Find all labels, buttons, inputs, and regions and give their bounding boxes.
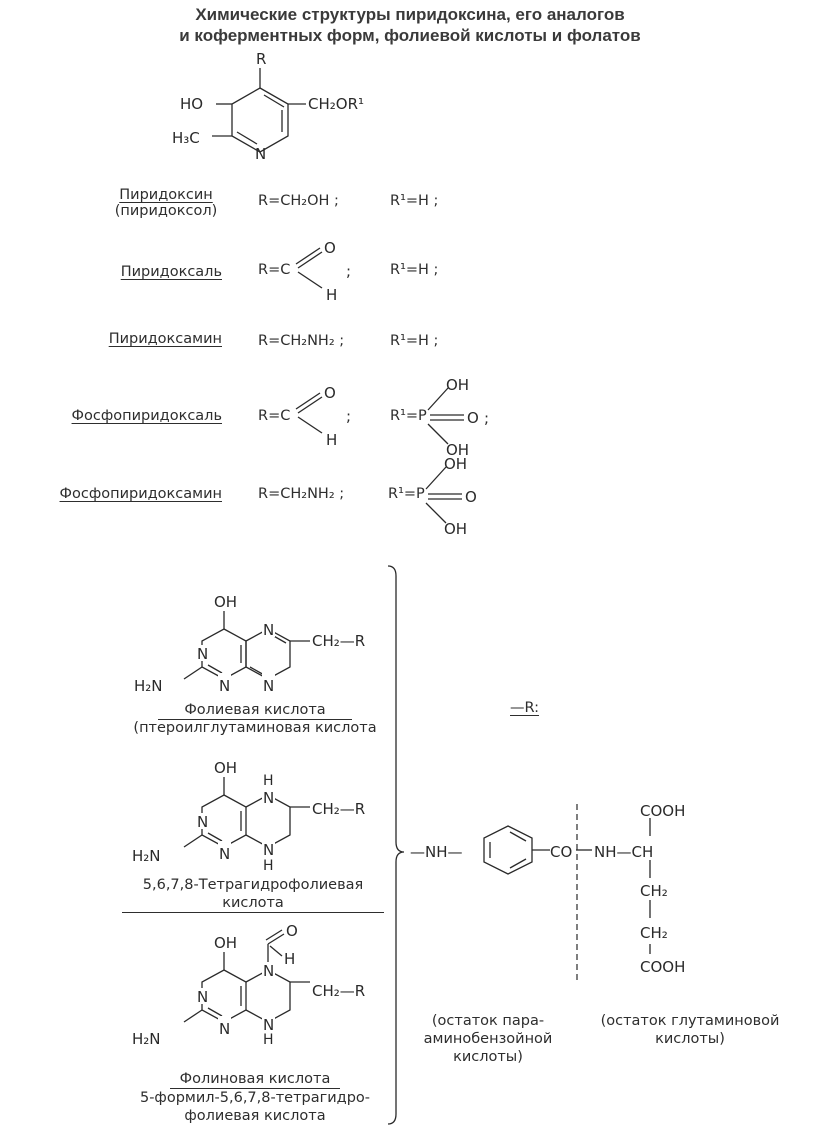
r-group-label: —R: bbox=[510, 700, 540, 716]
r-substituent: R bbox=[256, 50, 267, 68]
svg-text:OH: OH bbox=[214, 759, 238, 777]
svg-text:CH₂: CH₂ bbox=[640, 924, 668, 942]
folinic-acid-structure bbox=[120, 920, 400, 1065]
b6-form-r-phosphopyridoxamine: R=CH₂NH₂ ; bbox=[258, 486, 345, 502]
svg-text:H: H bbox=[326, 286, 338, 304]
folate-name-folic-acid: Фолиевая кислота (птероилглутаминовая кислота bbox=[133, 702, 377, 736]
svg-text:OH: OH bbox=[446, 441, 470, 459]
svg-text:CH₂—R: CH₂—R bbox=[312, 800, 366, 818]
svg-text:OH: OH bbox=[214, 934, 238, 952]
svg-text:O: O bbox=[467, 409, 479, 427]
pyridoxine-core-structure bbox=[160, 48, 420, 168]
svg-text:H: H bbox=[263, 858, 274, 870]
title-line-2: и коферментных форм, фолиевой кислоты и фолатов bbox=[179, 26, 641, 45]
svg-text:—NH—: —NH— bbox=[410, 843, 463, 861]
svg-text:NH—CH: NH—CH bbox=[594, 843, 654, 861]
b6-form-name-pyridoxal: Пиридоксаль bbox=[120, 264, 222, 280]
b6-form-r-pyridoxamine: R=CH₂NH₂ ; bbox=[258, 333, 345, 349]
phosphate-group-phosphopyridoxamine bbox=[422, 451, 502, 541]
svg-text:N: N bbox=[219, 677, 231, 695]
svg-text:O: O bbox=[324, 384, 336, 402]
svg-text:N: N bbox=[263, 677, 275, 695]
r-group-structure bbox=[404, 790, 714, 980]
svg-text:OH: OH bbox=[444, 455, 468, 473]
svg-text:N: N bbox=[263, 1016, 275, 1034]
svg-text:;: ; bbox=[484, 409, 490, 427]
svg-text:H: H bbox=[263, 1032, 274, 1048]
svg-text:O: O bbox=[465, 488, 477, 506]
svg-text:H₂N: H₂N bbox=[132, 1030, 161, 1048]
b6-form-name-pyridoxine: Пиридоксин (пиридоксол) bbox=[114, 187, 218, 219]
hydroxyl-group: HO bbox=[180, 95, 204, 113]
svg-text:;: ; bbox=[346, 407, 352, 425]
svg-text:N: N bbox=[197, 988, 209, 1006]
svg-text:N: N bbox=[197, 645, 209, 663]
svg-text:OH: OH bbox=[446, 376, 470, 394]
ch2or-group: CH₂OR¹ bbox=[308, 95, 365, 113]
svg-text:O: O bbox=[286, 922, 298, 940]
svg-text:;: ; bbox=[346, 262, 352, 280]
svg-text:N: N bbox=[263, 962, 275, 980]
svg-text:COOH: COOH bbox=[640, 802, 686, 820]
b6-form-name-phosphopyridoxamine: Фосфопиридоксамин bbox=[59, 486, 222, 502]
paba-residue-label: (остаток пара- аминобензойной кислоты) bbox=[423, 1013, 553, 1065]
b6-form-r1-phosphopyridoxamine: R¹=P bbox=[388, 486, 425, 502]
page-title bbox=[0, 4, 820, 46]
svg-text:N: N bbox=[263, 841, 275, 859]
svg-text:CO: CO bbox=[550, 843, 573, 861]
svg-text:H: H bbox=[284, 950, 296, 968]
phosphate-group-phosphopyridoxal bbox=[424, 372, 504, 462]
svg-text:OH: OH bbox=[444, 520, 468, 538]
folate-name-tetrahydrofolic-acid: 5,6,7,8-Тетрагидрофолиевая кислота bbox=[122, 876, 384, 913]
svg-text:CH₂: CH₂ bbox=[640, 882, 668, 900]
svg-text:CH₂—R: CH₂—R bbox=[312, 632, 366, 650]
ring-nitrogen: N bbox=[255, 145, 267, 163]
svg-text:N: N bbox=[197, 813, 209, 831]
b6-form-name-pyridoxamine: Пиридоксамин bbox=[108, 331, 222, 347]
svg-text:H: H bbox=[326, 431, 338, 449]
svg-text:N: N bbox=[219, 1020, 231, 1038]
svg-text:N: N bbox=[219, 845, 231, 863]
b6-form-r-pyridoxal: R=C bbox=[258, 262, 291, 278]
b6-form-r1-phosphopyridoxal: R¹=P bbox=[390, 408, 427, 424]
b6-form-r-phosphopyridoxal: R=C bbox=[258, 408, 291, 424]
svg-text:H₂N: H₂N bbox=[132, 847, 161, 865]
aldehyde-group-phosphopyridoxal bbox=[294, 381, 364, 451]
svg-text:H₂N: H₂N bbox=[134, 677, 163, 695]
aldehyde-group-pyridoxal bbox=[294, 236, 364, 306]
glutamic-residue-label: (остаток глутаминовой кислоты) bbox=[600, 1013, 780, 1047]
svg-text:N: N bbox=[263, 789, 275, 807]
svg-text:O: O bbox=[324, 239, 336, 257]
svg-text:H: H bbox=[263, 773, 274, 789]
b6-form-name-phosphopyridoxal: Фосфопиридоксаль bbox=[71, 408, 222, 424]
svg-text:OH: OH bbox=[214, 593, 238, 611]
b6-form-r1-pyridoxal: R¹=H ; bbox=[390, 262, 439, 278]
tetrahydrofolic-acid-structure bbox=[120, 755, 400, 870]
folate-name-folinic-acid: Фолиновая кислота 5-формил-5,6,7,8-тетрагидро- фолиевая кислота bbox=[139, 1071, 371, 1124]
folic-acid-structure bbox=[120, 585, 400, 697]
svg-text:COOH: COOH bbox=[640, 958, 686, 976]
b6-form-r1-pyridoxamine: R¹=H ; bbox=[390, 333, 439, 349]
b6-form-r1-pyridoxine: R¹=H ; bbox=[390, 193, 439, 209]
methyl-group: H₃C bbox=[172, 129, 200, 147]
svg-text:N: N bbox=[263, 621, 275, 639]
title-line-1: Химические структуры пиридоксина, его аналогов bbox=[195, 5, 625, 24]
b6-form-r-pyridoxine: R=CH₂OH ; bbox=[258, 193, 339, 209]
svg-text:CH₂—R: CH₂—R bbox=[312, 982, 366, 1000]
